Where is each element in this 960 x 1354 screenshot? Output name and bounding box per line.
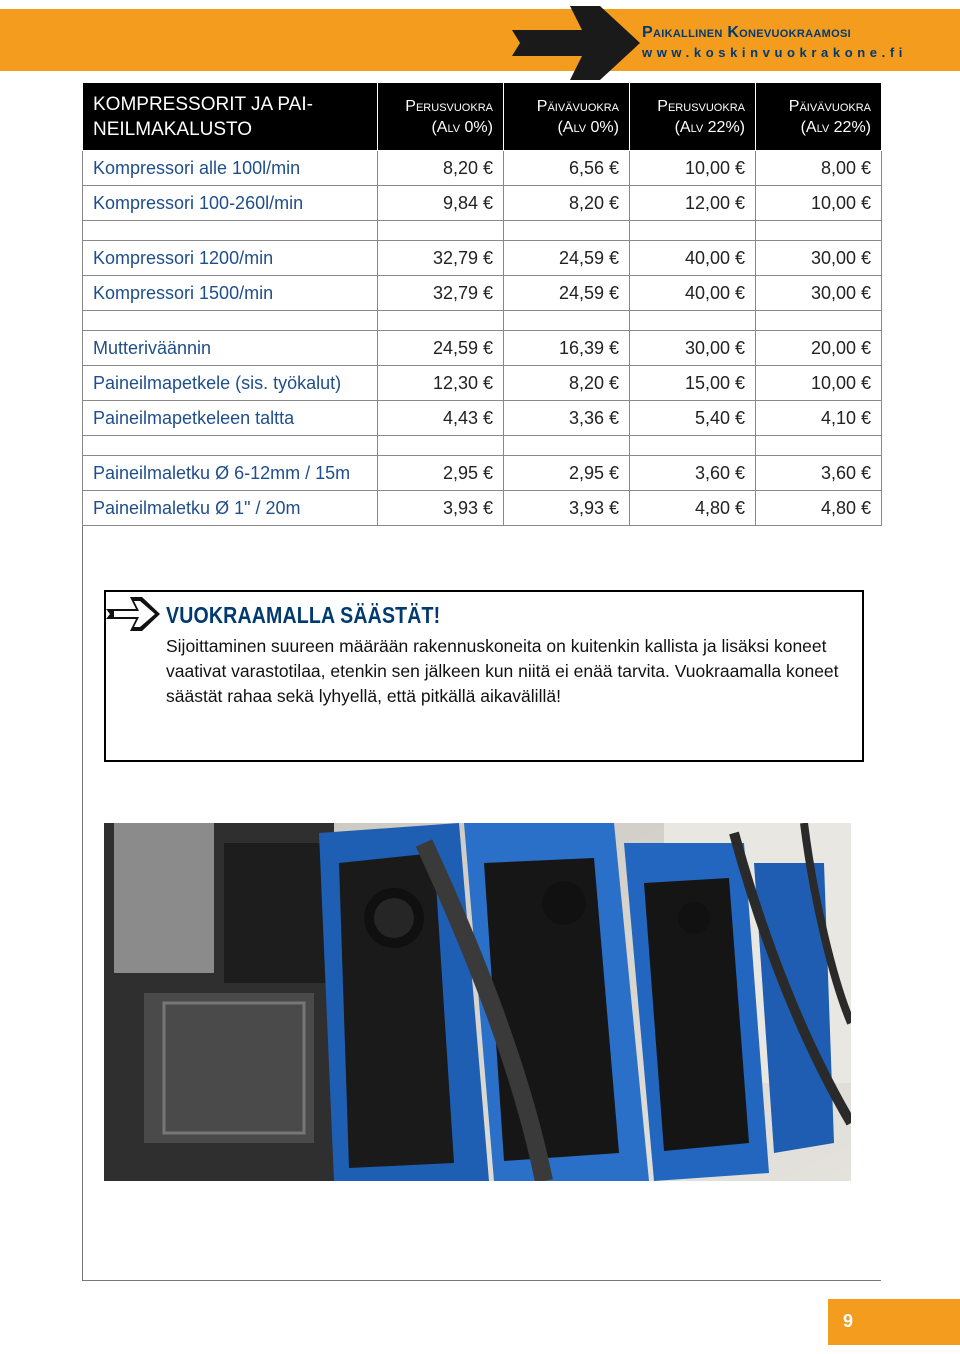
product-name: Kompressori 1200/min <box>83 241 378 276</box>
price-cell: 32,79 € <box>378 241 504 276</box>
price-cell: 30,00 € <box>756 241 882 276</box>
price-cell: 8,00 € <box>756 151 882 186</box>
company-url[interactable]: www.koskinvuokrakone.fi <box>642 45 907 60</box>
price-cell: 12,30 € <box>378 366 504 401</box>
price-cell: 16,39 € <box>504 331 630 366</box>
price-cell: 4,43 € <box>378 401 504 436</box>
price-cell: 3,60 € <box>630 456 756 491</box>
price-cell: 32,79 € <box>378 276 504 311</box>
table-spacer-row <box>83 436 882 456</box>
price-cell: 4,10 € <box>756 401 882 436</box>
price-cell: 3,93 € <box>504 491 630 526</box>
price-cell: 6,56 € <box>504 151 630 186</box>
table-row <box>83 456 882 491</box>
product-name: Kompressori 1500/min <box>83 276 378 311</box>
compressor-photo <box>104 823 851 1181</box>
product-name: Mutteriväännin <box>83 331 378 366</box>
price-cell: 9,84 € <box>378 186 504 221</box>
table-row <box>83 241 882 276</box>
column-header: Perusvuokra (Alv 0%) <box>378 83 504 151</box>
price-cell: 40,00 € <box>630 276 756 311</box>
price-cell: 40,00 € <box>630 241 756 276</box>
price-cell: 10,00 € <box>756 366 882 401</box>
price-cell: 20,00 € <box>756 331 882 366</box>
column-header: Päivävuokra (Alv 0%) <box>504 83 630 151</box>
product-name: Paineilmaletku Ø 6-12mm / 15m <box>83 456 378 491</box>
table-row <box>83 151 882 186</box>
price-cell: 8,20 € <box>378 151 504 186</box>
product-name: Paineilmapetkeleen taltta <box>83 401 378 436</box>
product-name: Paineilmapetkele (sis. työkalut) <box>83 366 378 401</box>
price-cell: 8,20 € <box>504 366 630 401</box>
price-cell: 10,00 € <box>630 151 756 186</box>
table-spacer-row <box>83 311 882 331</box>
price-cell: 24,59 € <box>504 276 630 311</box>
arrow-right-icon <box>106 597 162 631</box>
price-cell: 10,00 € <box>756 186 882 221</box>
price-cell: 3,93 € <box>378 491 504 526</box>
price-cell: 5,40 € <box>630 401 756 436</box>
savings-body: Sijoittaminen suureen määrään rakennuskoneita on kuitenkin kallista ja lisäksi koneet vaativat varastotilaa, etenkin sen jälkeen kun niitä ei enää tarvita. Vuokraamalla koneet säästät rahaa sekä lyhyellä, että pitkällä aikavälillä! <box>166 636 839 706</box>
column-header: Perusvuokra (Alv 22%) <box>630 83 756 151</box>
savings-title: VUOKRAAMALLA SÄÄSTÄT! <box>166 602 441 628</box>
price-cell: 8,20 € <box>504 186 630 221</box>
table-header-row <box>83 83 882 151</box>
product-name: Kompressori 100-260l/min <box>83 186 378 221</box>
company-name: Paikallinen Konevuokraamosi <box>642 24 851 41</box>
table-row <box>83 331 882 366</box>
table-row <box>83 401 882 436</box>
column-header: Päivävuokra (Alv 22%) <box>756 83 882 151</box>
category-title: KOMPRESSORIT JA PAI-NEILMAKALUSTO <box>83 83 378 151</box>
price-table <box>82 82 882 526</box>
page-number: 9 <box>843 1311 854 1331</box>
price-cell: 30,00 € <box>630 331 756 366</box>
price-cell: 24,59 € <box>504 241 630 276</box>
price-cell: 15,00 € <box>630 366 756 401</box>
table-row <box>83 276 882 311</box>
price-cell: 30,00 € <box>756 276 882 311</box>
product-name: Kompressori alle 100l/min <box>83 151 378 186</box>
price-cell: 3,36 € <box>504 401 630 436</box>
price-cell: 24,59 € <box>378 331 504 366</box>
price-cell: 2,95 € <box>378 456 504 491</box>
arrow-right-icon <box>512 6 642 80</box>
price-cell: 4,80 € <box>630 491 756 526</box>
table-spacer-row <box>83 221 882 241</box>
table-row <box>83 366 882 401</box>
product-name: Paineilmaletku Ø 1" / 20m <box>83 491 378 526</box>
table-row <box>83 491 882 526</box>
price-cell: 2,95 € <box>504 456 630 491</box>
price-cell: 4,80 € <box>756 491 882 526</box>
price-cell: 3,60 € <box>756 456 882 491</box>
table-row <box>83 186 882 221</box>
price-cell: 12,00 € <box>630 186 756 221</box>
